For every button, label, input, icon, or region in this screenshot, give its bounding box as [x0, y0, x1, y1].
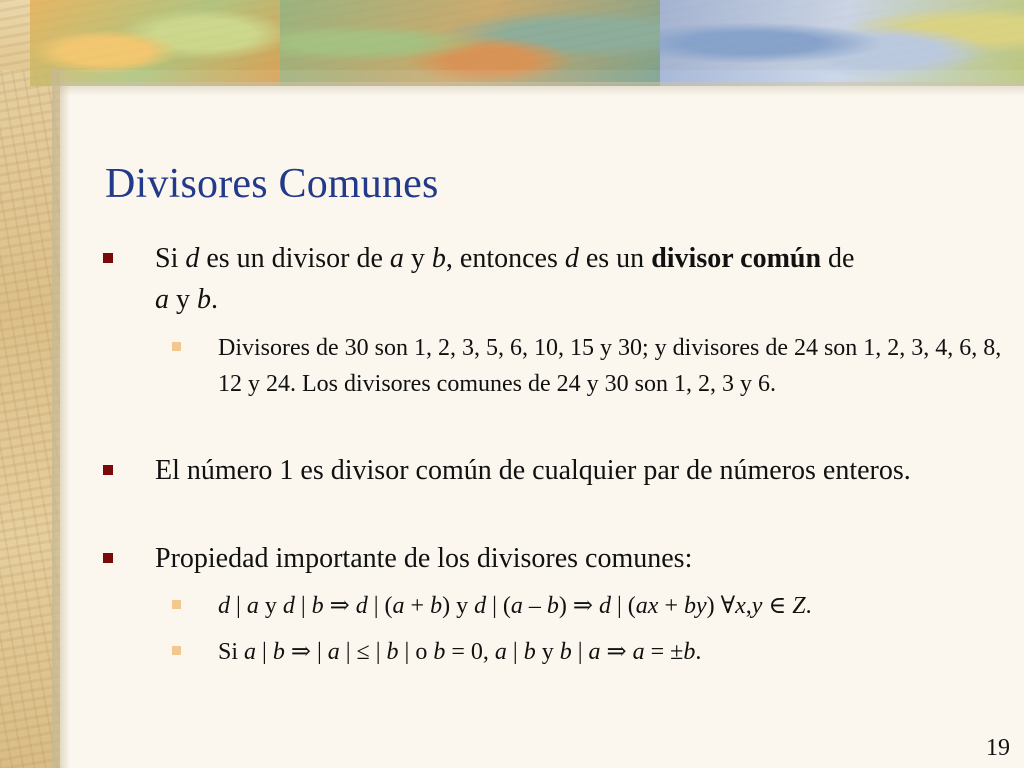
leaf-artwork-right: [660, 0, 1024, 86]
sub-bullet-example: Divisores de 30 son 1, 2, 3, 5, 6, 10, 15 y 30; y divisores de 24 son 1, 2, 3, 4, 6, 8, 12 y 24. Los divisores comunes de 24 y 30 son 1, 2, 3 y 6.: [218, 330, 1008, 402]
slide-number: 19: [986, 735, 1010, 761]
bullet-definition: Si d es un divisor de a y b, entonces d es un divisor común de a y b.: [155, 238, 1015, 320]
parchment-border: [0, 0, 60, 768]
bullet-square-icon: [103, 465, 113, 475]
page-left-shadow: [52, 70, 70, 768]
sub-bullet-formula-2: Si a | b ⇒ | a | ≤ | b | o b = 0, a | b y b | a ⇒ a = ±b.: [218, 634, 1008, 670]
sub-bullet-square-icon: [172, 646, 181, 655]
decorative-banner: [0, 0, 1024, 70]
sub-bullet-formula-1: d | a y d | b ⇒ d | (a + b) y d | (a – b) ⇒ d | (ax + by) ∀x,y ∈ Z.: [218, 588, 1008, 624]
slide-title: Divisores Comunes: [105, 161, 439, 207]
bullet-number-one: El número 1 es divisor común de cualquier par de números enteros.: [155, 450, 1015, 491]
page-top-shadow: [60, 82, 1024, 96]
sub-bullet-square-icon: [172, 342, 181, 351]
bullet-property: Propiedad importante de los divisores comunes:: [155, 538, 1015, 579]
bullet-square-icon: [103, 553, 113, 563]
sub-bullet-square-icon: [172, 600, 181, 609]
term-divisor-comun: divisor común: [651, 243, 822, 274]
bullet-square-icon: [103, 253, 113, 263]
leaf-artwork-center: [280, 0, 660, 86]
